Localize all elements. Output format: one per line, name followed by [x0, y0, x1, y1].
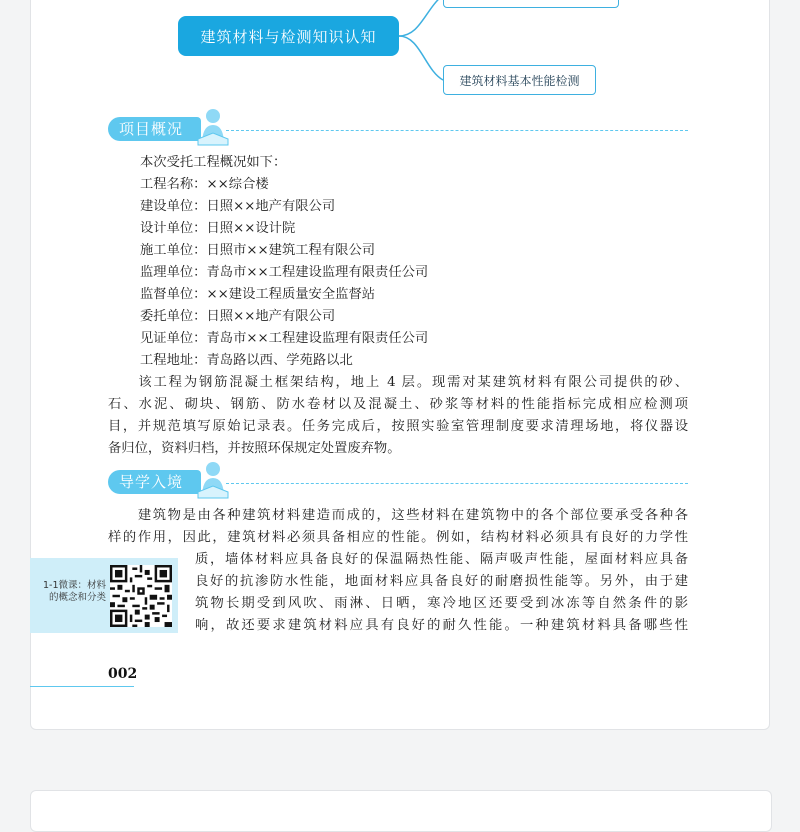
section-title: 导学入境: [108, 470, 201, 494]
text-line: 工程名称：××综合楼: [140, 177, 269, 192]
text-line: 质，墙体材料应具备良好的保温隔热性能、隔声吸声性能，屋面材料应具备: [195, 552, 688, 567]
section-header-guided-intro: [108, 470, 688, 496]
text-line: 响，故还要求建筑材料应具有良好的耐久性能。一种建筑材料具备哪些性: [195, 618, 688, 633]
text-line: 本次受托工程概况如下：: [140, 155, 287, 170]
text-line: 建设单位：日照××地产有限公司: [140, 199, 336, 214]
text-line: 筑物长期受到风吹、雨淋、日晒，寒冷地区还要受到冰冻等自然条件的影: [195, 596, 688, 611]
text-line: 监督单位：××建设工程质量安全监督站: [140, 287, 376, 302]
text-line: 设计单位：日照××设计院: [140, 221, 296, 236]
text-line: 施工单位：日照市××建筑工程有限公司: [140, 243, 376, 258]
text-line: 良好的抗渗防水性能，地面材料应具备良好的耐磨损性能等。另外，由于建: [195, 574, 688, 589]
text-line: 工程地址：青岛路以西、学苑路以北: [140, 353, 353, 368]
next-book-page: [30, 790, 772, 832]
mindmap-leaf-basic-properties: 建筑材料基本性能检测: [443, 65, 596, 95]
text-line: 目，并规范填写原始记录表。任务完成后，按照实验室管理制度要求清理场地，将仪器设: [108, 419, 688, 434]
mindmap-main-node: 建筑材料与检测知识认知: [178, 16, 399, 56]
text-line: 建筑物是由各种建筑材料建造而成的，这些材料在建筑物中的各个部位要承受各种各: [108, 508, 688, 523]
text-line: 监理单位：青岛市××工程建设监理有限责任公司: [140, 265, 429, 280]
page-number: 002: [108, 666, 138, 682]
text-line: 见证单位：青岛市××工程建设监理有限责任公司: [140, 331, 429, 346]
reading-figure-icon: [196, 460, 230, 500]
page-number-rule: [30, 686, 134, 687]
text-line: 石、水泥、砌块、钢筋、防水卷材以及混凝土、砂浆等材料的性能指标完成相应检测项: [108, 397, 688, 412]
text-line: 样的作用，因此，建筑材料必须具备相应的性能。例如，结构材料必须具有良好的力学性: [108, 530, 688, 545]
mindmap-connectors: [0, 0, 800, 120]
qr-caption: 1-1微课：材料的概念和分类: [42, 580, 106, 603]
section-title: 项目概况: [108, 117, 201, 141]
text-line: 委托单位：日照××地产有限公司: [140, 309, 336, 324]
mindmap-leaf-top: [443, 0, 619, 8]
reading-figure-icon: [196, 107, 230, 147]
text-line: 备归位，资料归档，并按照环保规定处置废弃物。: [108, 441, 401, 456]
section-header-overview: [108, 117, 688, 143]
text-line: 该工程为钢筋混凝土框架结构，地上 4 层。现需对某建筑材料有限公司提供的砂、: [108, 375, 688, 390]
section-divider: [226, 130, 688, 131]
section-divider: [226, 483, 688, 484]
qr-code[interactable]: [110, 565, 172, 627]
